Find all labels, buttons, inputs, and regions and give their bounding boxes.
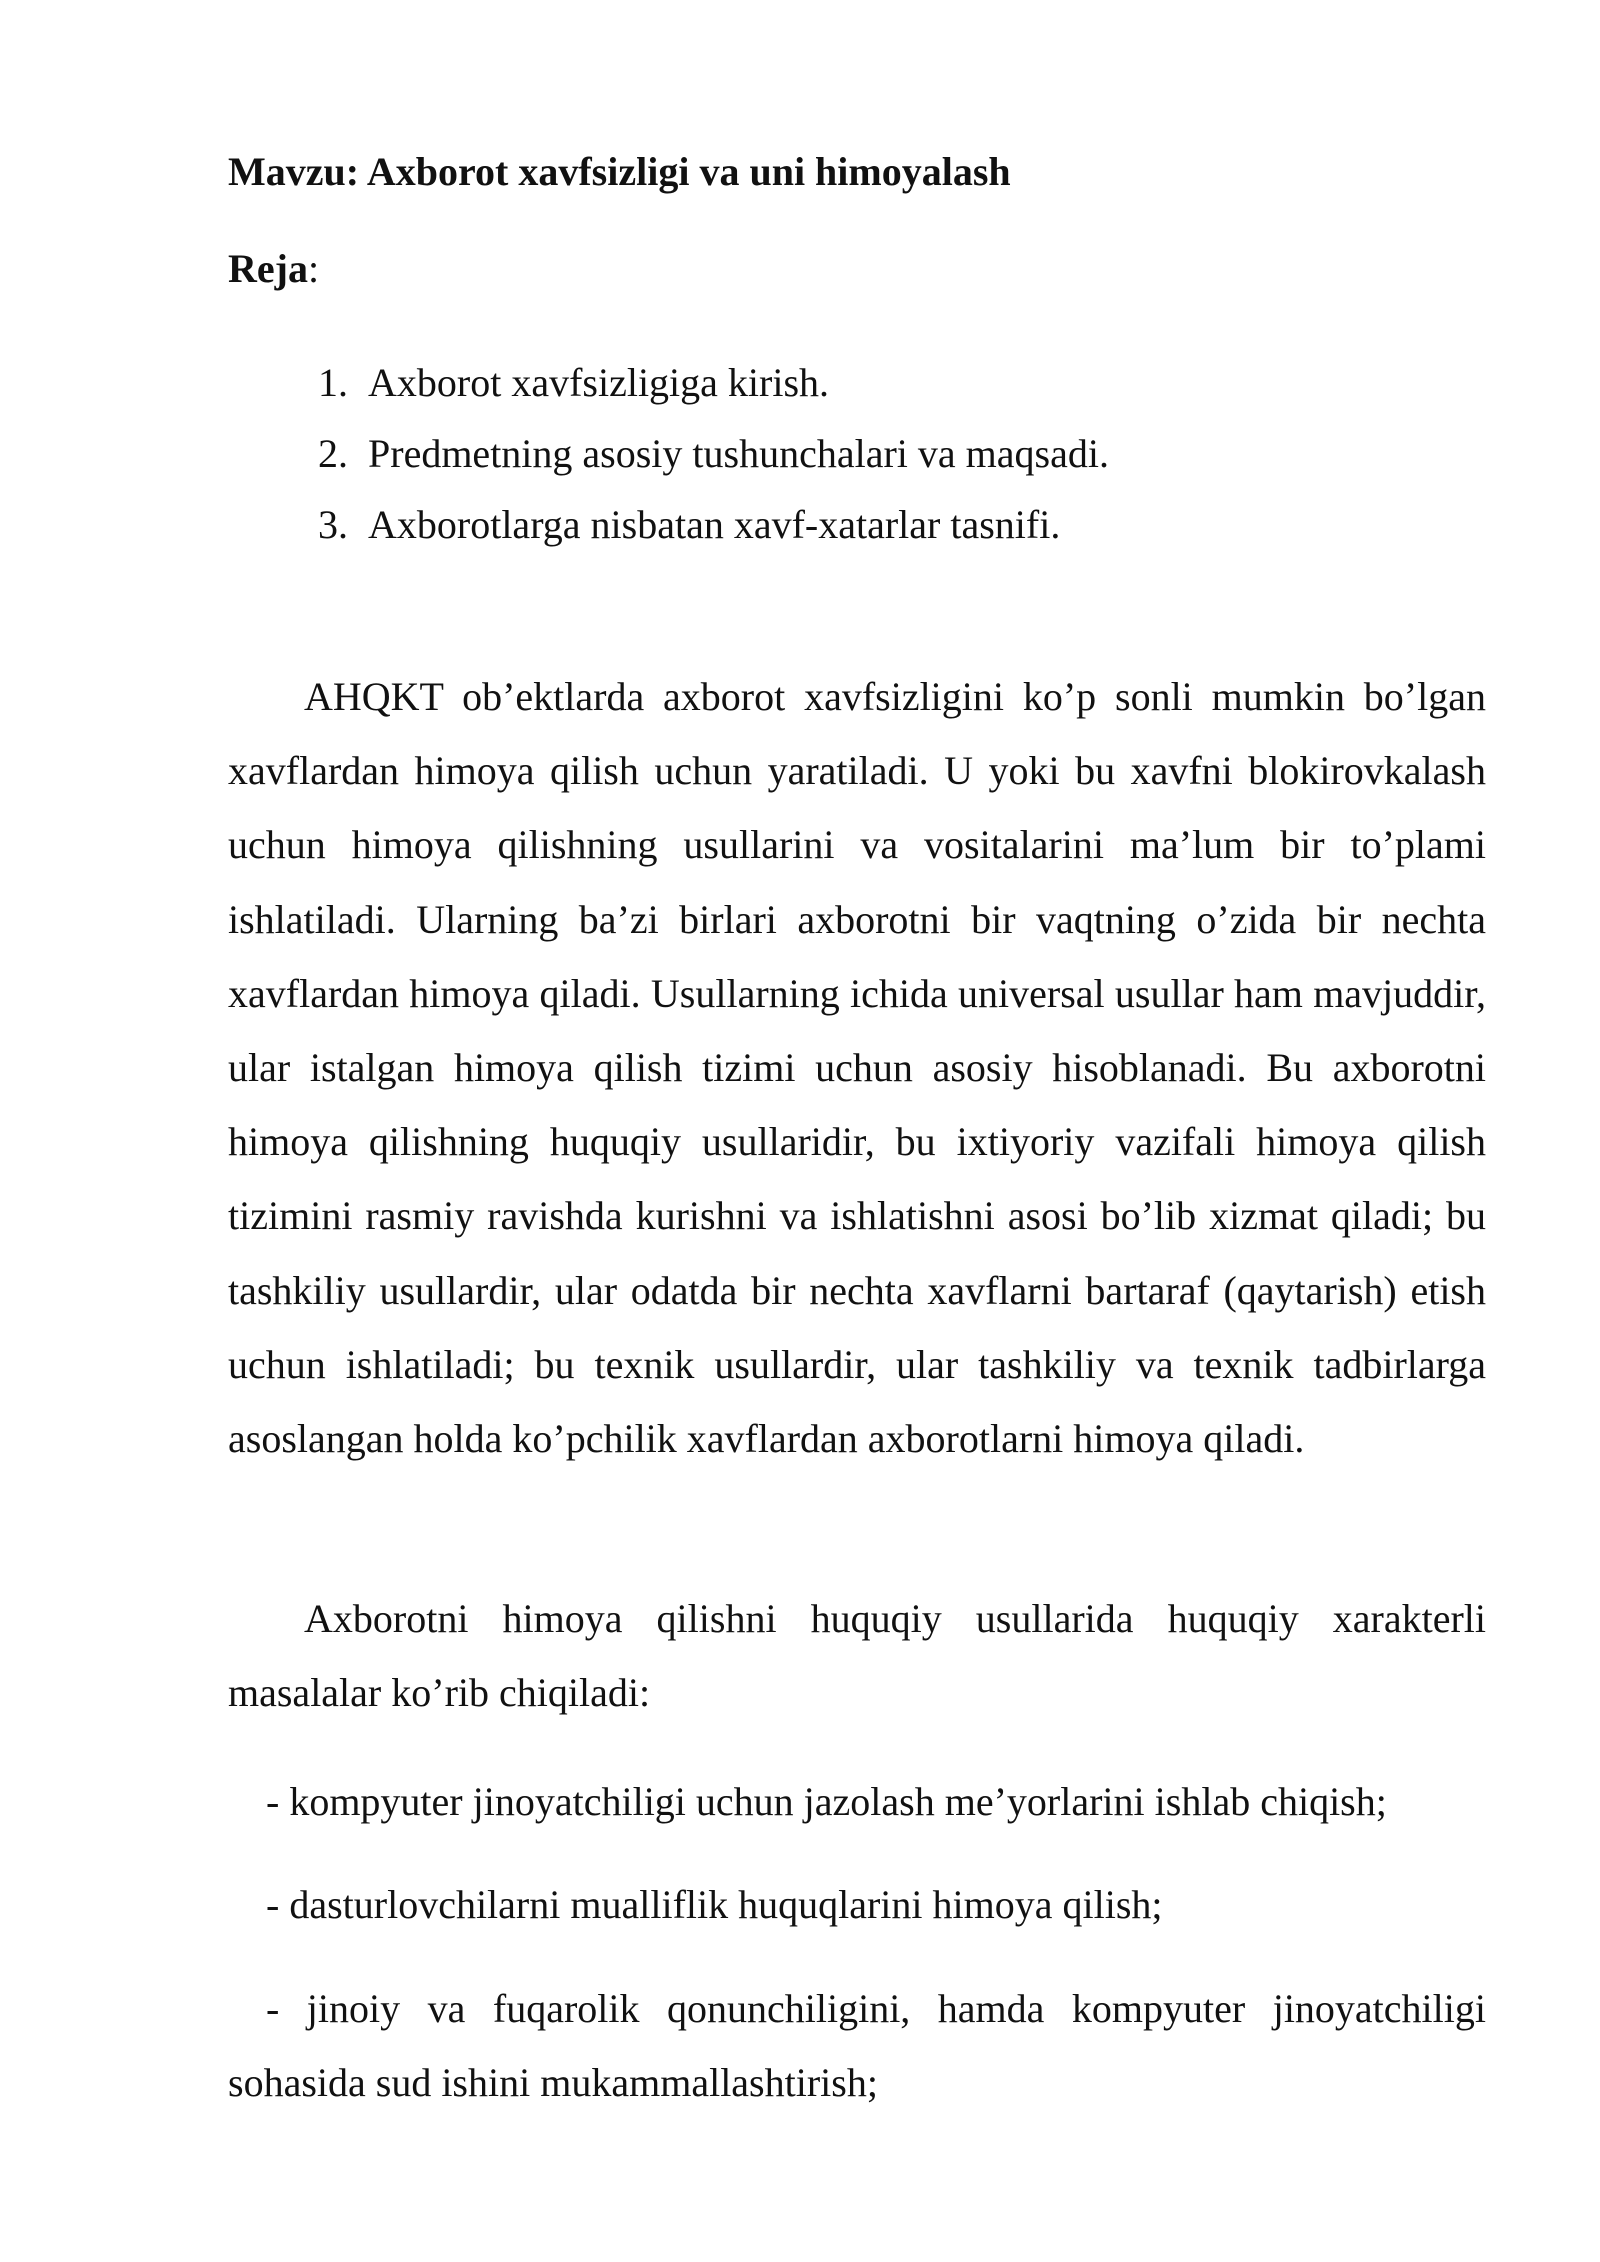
body-paragraph-1: AHQKT ob’ektlarda axborot xavfsizligini ko’p sonli mumkin bo’lgan xavflardan himoya qilish uchun yaratiladi. U yoki bu xavfni blokirovkalash uchun himoya qilishning usullarini va vositalarini ma’lum bir to’plami ishlatiladi. Ularning ba’zi birlari axborotni bir vaqtning o’zida bir nechta xavflardan himoya qiladi. Usullarning ichida universal usullar ham mavjuddir, ular istalgan himoya qilish tizimi uchun asosiy hisoblanadi. Bu axborotni himoya qilishning huquqiy usullaridir, bu ixtiyoriy vazifali himoya qilish tizimini rasmiy ravishda kurishni va ishlatishni asosi bo’lib xizmat qiladi; bu tashkiliy usullardir, ular odatda bir nechta xavflarni bartaraf (qaytarish) etish uchun ishlatiladi; bu texnik usullardir, ular tashkiliy va texnik tadbirlarga asoslangan holda ko’pchilik xavflardan axborotlarni himoya qiladi.	[228, 674, 1486, 1462]
plan-heading-label: Reja	[228, 246, 308, 291]
document-title: Mavzu: Axborot xavfsizligi va uni himoyalash	[228, 149, 1011, 194]
plan-heading	[228, 245, 319, 292]
bullet-item: - kompyuter jinoyatchiligi uchun jazolash me’yorlarini ishlab chiqish;	[266, 1779, 1387, 1824]
plan-item	[228, 427, 1109, 498]
plan-item-text: Axborotlarga nisbatan xavf-xatarlar tasnifi.	[368, 502, 1061, 547]
plan-list	[228, 356, 1109, 569]
plan-item-number: 3.	[318, 502, 348, 547]
plan-heading-colon: :	[307, 246, 320, 291]
plan-item-text: Axborot xavfsizligiga kirish.	[368, 360, 830, 405]
bullet-item: - jinoiy va fuqarolik qonunchiligini, hamda kompyuter jinoyatchiligi sohasida sud ishini mukammallashtirish;	[228, 1986, 1486, 2106]
plan-item	[228, 498, 1109, 569]
body-paragraph-2: Axborotni himoya qilishni huquqiy usullarida huquqiy xarakterli masalalar ko’rib chiqiladi:	[228, 1596, 1486, 1716]
plan-item-number: 2.	[318, 431, 348, 476]
bullet-item: - dasturlovchilarni mualliflik huquqlarini himoya qilish;	[266, 1882, 1163, 1927]
plan-item-number: 1.	[318, 360, 348, 405]
plan-item	[228, 356, 1109, 427]
plan-item-text: Predmetning asosiy tushunchalari va maqsadi.	[368, 431, 1109, 476]
